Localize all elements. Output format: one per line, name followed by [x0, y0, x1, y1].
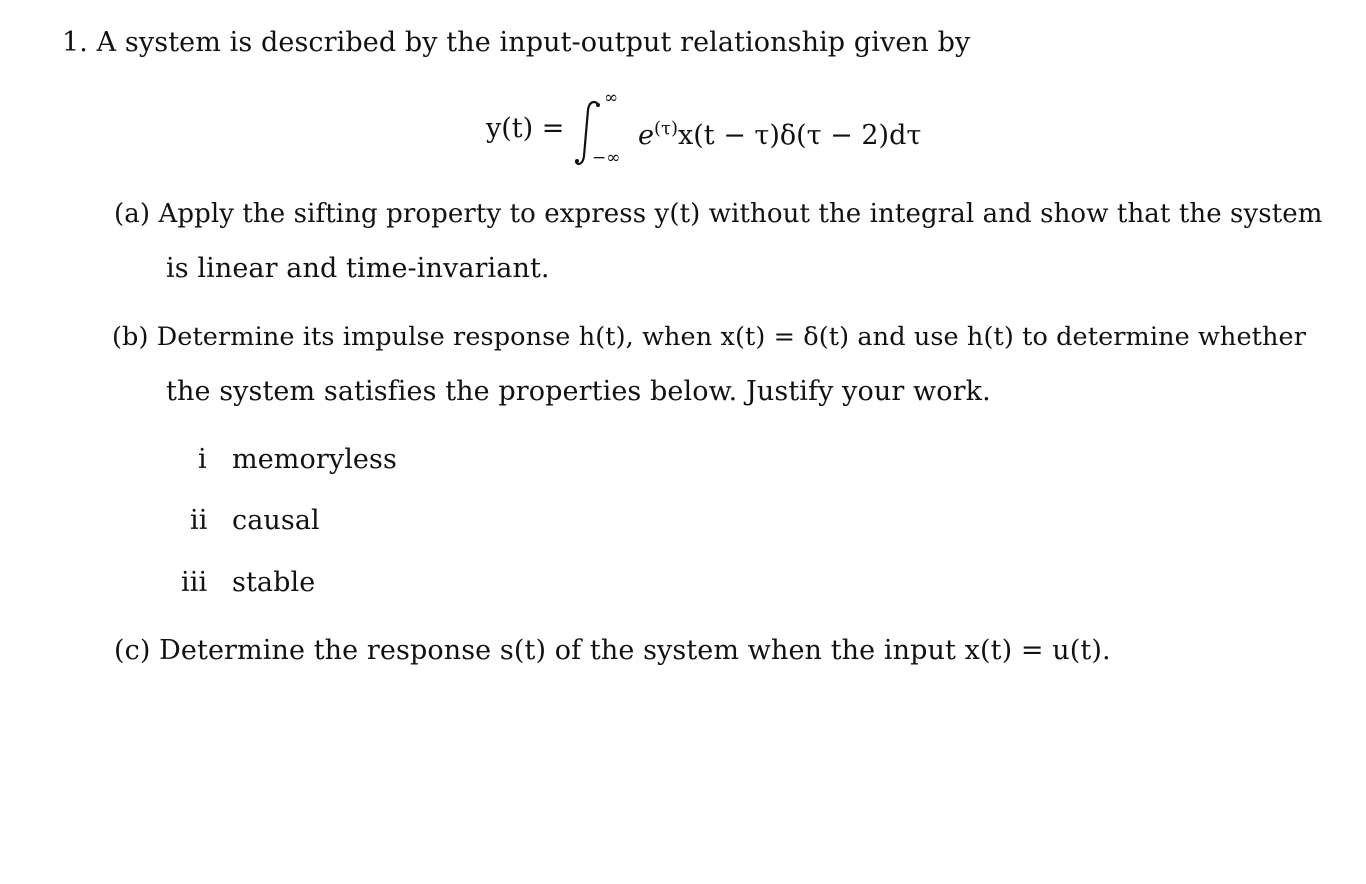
- list-item-label: causal: [232, 505, 320, 536]
- list-item-label: stable: [232, 567, 316, 598]
- integral-lower-limit: −∞: [592, 148, 621, 168]
- list-item-num: i: [198, 444, 207, 475]
- part-b-line1: (b) Determine its impulse response h(t), when x(t) = δ(t) and use h(t) to determine whether: [112, 322, 1306, 352]
- part-a-line2: is linear and time-invariant.: [166, 253, 550, 284]
- part-b-line2: the system satisfies the properties below. Justify your work.: [166, 376, 991, 407]
- integrand: [638, 112, 921, 153]
- part-c-line1: (c) Determine the response s(t) of the system when the input x(t) = u(t).: [114, 635, 1111, 666]
- integrand-exp-sup: (τ): [653, 118, 678, 139]
- integral-upper-limit: ∞: [604, 88, 619, 108]
- part-a-line1: (a) Apply the sifting property to express y(t) without the integral and show that the system: [114, 199, 1323, 229]
- list-item-num: iii: [181, 567, 208, 598]
- list-item-label: memoryless: [232, 444, 397, 475]
- list-item-num: ii: [190, 505, 208, 536]
- integrand-rest: x(t − τ)δ(τ − 2)dτ: [678, 120, 922, 151]
- integrand-exp-base: e: [638, 120, 654, 151]
- problem-intro: 1. A system is described by the input-output relationship given by: [62, 27, 971, 58]
- equation-lhs: y(t) =: [486, 113, 565, 144]
